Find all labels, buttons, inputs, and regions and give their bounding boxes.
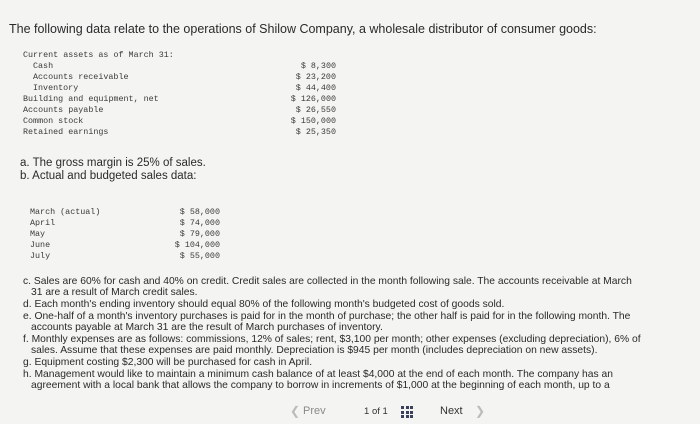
current-assets-values	[276, 61, 336, 138]
item-h-line2: agreement with a local bank that allows the company to borrow in increments of $1,000 at the beginning of each month, up to a	[31, 380, 610, 391]
ca-label-ap: Accounts payable	[23, 105, 104, 115]
item-c-line1: c. Sales are 60% for cash and 40% on credit. Credit sales are collected in the month following sale. The accounts receivable at March	[23, 276, 632, 287]
item-a: a. The gross margin is 25% of sales.	[20, 157, 206, 169]
item-e-line2: accounts payable at March 31 are the result of March purchases of inventory.	[31, 322, 383, 333]
item-g	[23, 357, 663, 368]
chevron-right-icon[interactable]: ❯	[475, 404, 486, 418]
current-assets-labels	[23, 61, 159, 138]
grid-icon[interactable]	[401, 406, 413, 418]
sales-label-may: May	[30, 229, 46, 239]
page-indicator	[364, 406, 388, 417]
items-ab	[20, 157, 206, 183]
item-c	[23, 276, 663, 298]
item-g-line1: g. Equipment costing $2,300 will be purchased for cash in April.	[23, 357, 313, 368]
item-h	[23, 369, 663, 391]
ca-value-building: $ 126,000	[290, 94, 336, 104]
item-d	[23, 299, 663, 310]
sales-label-april: April	[30, 218, 56, 228]
sales-label-june: June	[30, 240, 51, 250]
next-button[interactable]: Next	[440, 405, 463, 417]
item-f-line2: sales. Assume that these expenses are paid monthly. Depreciation is $945 per month (includes depreciation on new assets).	[31, 345, 598, 356]
sales-value-june: $ 104,000	[174, 240, 220, 250]
ca-value-common-stock: $ 150,000	[290, 116, 336, 126]
sales-labels	[30, 207, 100, 262]
page-total: 1	[382, 406, 388, 417]
sales-value-may: $ 79,000	[179, 229, 220, 239]
sales-label-july: July	[30, 251, 51, 261]
ca-label-retained: Retained earnings	[23, 127, 109, 137]
ca-value-inventory: $ 44,400	[295, 83, 336, 93]
item-f	[23, 334, 663, 356]
item-d-line1: d. Each month's ending inventory should equal 80% of the following month's budgeted cost of goods sold.	[23, 299, 505, 310]
ca-value-ap: $ 26,550	[295, 105, 336, 115]
item-f-line1: f. Monthly expenses are as follows: commissions, 12% of sales; rent, $3,100 per month; other expenses (excluding depreciation), 6% of	[23, 334, 641, 345]
intro-text: The following data relate to the operations of Shilow Company, a wholesale distributor of consumer goods:	[9, 22, 597, 36]
ca-label-common-stock: Common stock	[23, 116, 84, 126]
sales-value-april: $ 74,000	[179, 218, 220, 228]
prev-button[interactable]: Prev	[303, 405, 326, 417]
chevron-left-icon[interactable]: ❮	[290, 404, 301, 418]
item-h-line1: h. Management would like to maintain a minimum cash balance of at least $4,000 at the end of each month. The company has an	[23, 369, 613, 380]
ca-value-retained: $ 25,350	[295, 127, 336, 137]
ca-label-cash: Cash	[33, 61, 54, 71]
page-current: 1	[364, 406, 370, 417]
sales-label-march: March (actual)	[30, 207, 101, 217]
item-e-line1: e. One-half of a month's inventory purchases is paid for in the month of purchase; the other half is paid for in the following month. The	[23, 311, 631, 322]
ca-value-ar: $ 23,200	[295, 72, 336, 82]
sales-value-march: $ 58,000	[179, 207, 220, 217]
current-assets-heading: Current assets as of March 31:	[23, 50, 174, 60]
ca-label-building: Building and equipment, net	[23, 94, 159, 104]
sales-values	[168, 207, 220, 262]
item-c-line2: 31 are a result of March credit sales.	[31, 287, 198, 298]
sales-value-july: $ 55,000	[179, 251, 220, 261]
pagination-bar	[0, 400, 700, 424]
item-b: b. Actual and budgeted sales data:	[20, 170, 197, 182]
ca-label-ar: Accounts receivable	[33, 72, 129, 82]
ca-value-cash: $ 8,300	[300, 61, 336, 71]
item-e	[23, 311, 663, 333]
ca-label-inventory: Inventory	[33, 83, 79, 93]
requirements-list	[23, 276, 663, 392]
page-of-label: of	[371, 406, 380, 417]
